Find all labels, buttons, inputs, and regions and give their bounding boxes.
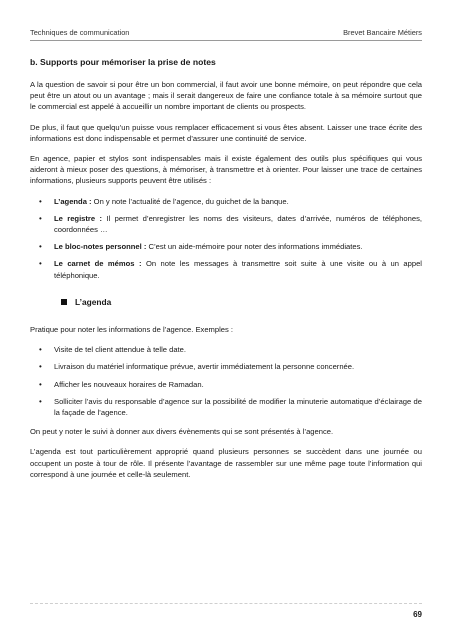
list-item-text: On y note l’actualité de l’agence, du guichet de la banque. (91, 196, 289, 206)
list-item (39, 213, 422, 235)
list-item-term: Le carnet de mémos : (54, 259, 142, 269)
bullet-icon: • (39, 213, 42, 223)
list-item-term: L’agenda : (54, 196, 92, 206)
list-item-text: On note les messages à transmettre soit suite à une visite ou à un appel téléphonique. (54, 259, 422, 280)
header-rule (30, 40, 422, 41)
paragraph: De plus, il faut que quelqu’un puisse vous remplacer efficacement si vous êtes absent. Laisser une trace écrite des informations est donc indispensable et permet d’assurer une continuité de service. (30, 122, 422, 143)
bullet-icon: • (39, 196, 42, 206)
page-number: 69 (413, 610, 422, 619)
footer-rule (30, 603, 422, 604)
list-item-text: Solliciter l’avis du responsable d’agence sur la possibilité de modifier la minuterie automatique d’éclairage de la façade de l’agence. (54, 396, 422, 418)
bullet-icon: • (39, 362, 42, 372)
list-item (39, 241, 422, 252)
list-item (39, 361, 422, 372)
section-title: b. Supports pour mémoriser la prise de notes (30, 57, 216, 67)
header-right-title: Brevet Bancaire Métiers (343, 28, 422, 37)
bullet-icon: • (39, 345, 42, 355)
page-header (30, 28, 422, 40)
list-item (39, 379, 422, 390)
bullet-icon: • (39, 396, 42, 406)
paragraph: Pratique pour noter les informations de l’agence. Exemples : (30, 325, 234, 335)
list-item-term: Le registre : (54, 213, 103, 223)
paragraph: L’agenda est tout particulièrement approprié quand plusieurs personnes se succèdent dans une journée ou occupent un poste à tour de rôle. Il présente l’avantage de rassembler sur une même page toute l’information qui correspond à une journée et celle-là seulement. (30, 447, 422, 479)
list-item (39, 258, 422, 280)
list-item (39, 196, 422, 207)
bullet-icon: • (39, 242, 42, 252)
paragraph: A la question de savoir si pour être un bon commercial, il faut avoir une bonne mémoire, on peut répondre que cela peut être un atout ou un avantage ; mais il serait dangereux de faire une confiance totale à sa mémoire surtout que le commercial est appelé à accueillir un nombre important de clients ou prospects. (30, 80, 422, 112)
list-item-text: Afficher les nouveaux horaires de Ramadan. (54, 379, 204, 389)
page-content (30, 56, 422, 489)
paragraph: En agence, papier et stylos sont indispensables mais il existe également des outils plus spécifiques qui vous aideront à mieux poser des questions, à mémoriser, à transmettre et à orienter. Pour laisser une trace de certaines informations, plusieurs supports peuvent être utilisés : (30, 154, 422, 186)
list-item-text: C’est un aide-mémoire pour noter des informations immédiates. (146, 242, 363, 252)
examples-list (30, 344, 422, 418)
square-bullet-icon (61, 299, 67, 305)
list-item-term: Le bloc-notes personnel : (54, 242, 147, 252)
bullet-icon: • (39, 259, 42, 269)
bullet-icon: • (39, 379, 42, 389)
tools-list (30, 196, 422, 281)
list-item-text: Il permet d’enregistrer les noms des visiteurs, dates d’arrivée, numéros de téléphones, coordonnées … (54, 213, 422, 235)
subsection-title: L’agenda (75, 296, 112, 307)
paragraph: On peut y noter le suivi à donner aux divers évènements qui se sont présentés à l’agence. (30, 427, 334, 437)
list-item-text: Visite de tel client attendue à telle date. (54, 345, 186, 355)
list-item-text: Livraison du matériel informatique prévue, avertir immédiatement la personne concernée. (54, 362, 355, 372)
header-left-title: Techniques de communication (30, 28, 130, 37)
list-item (39, 344, 422, 355)
subsection-heading (61, 297, 422, 308)
list-item (39, 396, 422, 418)
